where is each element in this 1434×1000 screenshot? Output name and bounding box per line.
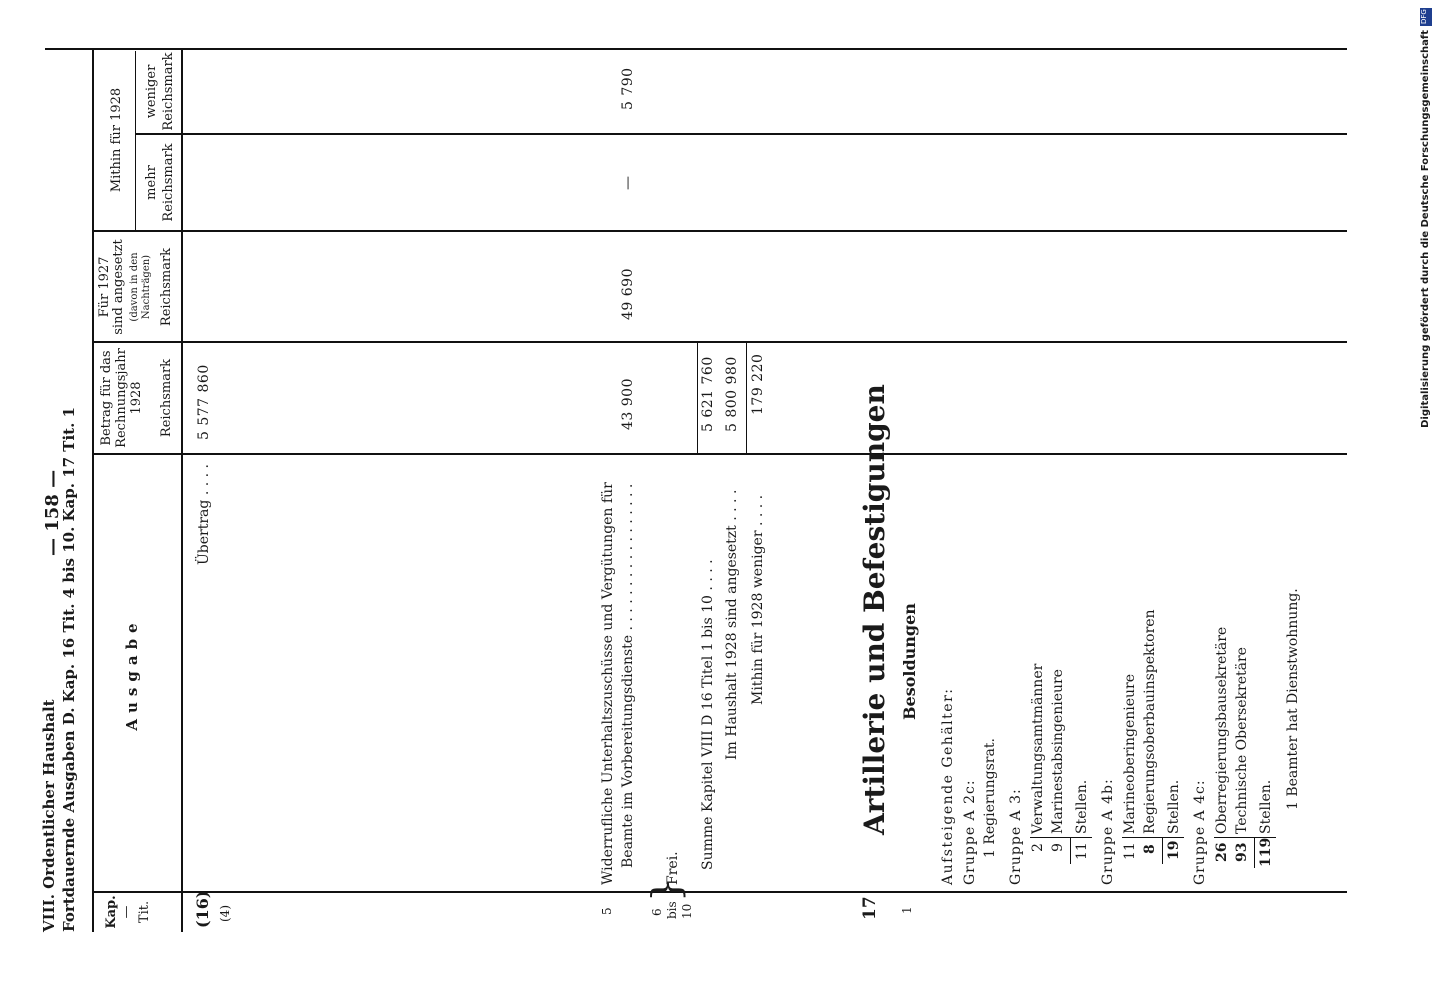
dfg-logo: DFG bbox=[1420, 8, 1432, 26]
col-line-1927 bbox=[92, 341, 1347, 343]
a4c-sum-text: Stellen. bbox=[1258, 779, 1274, 834]
header-weniger-unit: Reichsmark bbox=[161, 52, 176, 131]
gruppe-a4c: Gruppe A 4c: bbox=[1192, 779, 1208, 885]
mithin-weniger-betrag: 179 220 bbox=[750, 353, 766, 415]
kap-17-title: Artillerie und Befestigungen bbox=[858, 384, 891, 835]
header-1927-3: (davon in den bbox=[129, 252, 140, 322]
header-betrag-unit: Reichsmark bbox=[159, 358, 174, 438]
col-line-ausgabe bbox=[92, 891, 1347, 893]
a4b-sum-rule bbox=[1162, 838, 1163, 864]
mithin-sub-line bbox=[135, 51, 136, 231]
header-tit: Tit. bbox=[137, 900, 152, 924]
haushalt-rule bbox=[746, 343, 747, 455]
uebertrag-text: Übertrag . . . . bbox=[196, 464, 212, 565]
header-ausgabe: Ausgabe bbox=[123, 617, 141, 731]
col-line-weniger bbox=[135, 133, 1347, 135]
a4c-text-2: Technische Obersekretäre bbox=[1234, 647, 1250, 834]
tit-5-label: 5 bbox=[600, 907, 614, 915]
header-1927-4: Nachträgen) bbox=[141, 254, 152, 320]
kap-17-label: 17 bbox=[860, 896, 880, 920]
running-head-line2: Fortdauernde Ausgaben D. Kap. 16 Tit. 4 bis 10. Kap. 17 Tit. 1 bbox=[60, 407, 78, 932]
kap-16-label: (16) bbox=[193, 890, 212, 928]
header-1927-1: Für 1927 bbox=[97, 256, 112, 318]
header-kap-rule: — bbox=[119, 905, 134, 919]
tit-5-1927: 49 690 bbox=[620, 268, 636, 320]
header-1927-unit: Reichsmark bbox=[159, 247, 174, 327]
tit-10-label: 10 bbox=[680, 903, 694, 919]
header-kap: Kap. bbox=[104, 895, 119, 929]
a4c-sum-num: 119 bbox=[1258, 837, 1274, 867]
header-betrag-3: 1928 bbox=[129, 381, 144, 415]
tit-4-label: (4) bbox=[218, 905, 232, 922]
tit-5-betrag: 43 900 bbox=[620, 378, 636, 430]
gruppe-a3: Gruppe A 3: bbox=[1008, 788, 1024, 885]
tit-6-bis: bis bbox=[665, 901, 679, 919]
aufsteigende-text: Aufsteigende Gehälter: bbox=[940, 687, 956, 885]
a3-text-1: Verwaltungsamtmänner bbox=[1030, 663, 1046, 834]
a3-sum-text: Stellen. bbox=[1074, 779, 1090, 834]
a4b-text-2: Regierungsoberbauinspektoren bbox=[1142, 609, 1158, 834]
sum-left-rule bbox=[697, 454, 773, 455]
a3-num-2: 9 bbox=[1050, 843, 1066, 852]
tit-5-text-2: Beamte im Vorbereitungsdienste . . . . . . . . . . . . . . . . . bbox=[620, 483, 636, 868]
gruppe-a2c: Gruppe A 2c: bbox=[962, 779, 978, 885]
col-line-mehr bbox=[92, 230, 1347, 232]
a3-sum-num: 11 bbox=[1074, 842, 1090, 860]
running-head-line1: VIII. Ordentlicher Haushalt bbox=[40, 699, 58, 932]
a4b-text-1: Marineoberingenieure bbox=[1122, 673, 1138, 834]
frei-text: Frei. bbox=[665, 851, 681, 885]
a4c-sum-rule bbox=[1254, 838, 1255, 868]
gruppe-a4b: Gruppe A 4b: bbox=[1100, 778, 1116, 885]
dienstwohnung-text: 1 Beamter hat Dienstwohnung. bbox=[1285, 588, 1301, 810]
mithin-weniger-text: Mithin für 1928 weniger . . . . bbox=[750, 494, 766, 705]
tit-5-text-1: Widerrufliche Unterhaltszuschüsse und Vergütungen für bbox=[600, 482, 616, 885]
a3-sum-rule bbox=[1070, 838, 1071, 864]
tit-5-mehr: — bbox=[620, 175, 636, 190]
a3-num-1: 2 bbox=[1030, 843, 1046, 852]
summe-betrag: 5 621 760 bbox=[700, 356, 716, 432]
a3-text-2: Marinestabsingenieure bbox=[1050, 669, 1066, 834]
a4b-sum-num: 19 bbox=[1166, 840, 1182, 860]
tit-5-weniger: 5 790 bbox=[620, 67, 636, 110]
a4c-num-1: 26 bbox=[1214, 842, 1230, 862]
header-mehr-unit: Reichsmark bbox=[161, 143, 176, 222]
a4c-num-2: 93 bbox=[1234, 842, 1250, 862]
a4b-num-2: 8 bbox=[1142, 844, 1158, 854]
haushalt-text: Im Haushalt 1928 sind angesetzt . . . . bbox=[724, 489, 740, 760]
header-weniger: weniger bbox=[144, 64, 159, 119]
haushalt-betrag: 5 800 980 bbox=[724, 356, 740, 432]
a4c-bracket bbox=[1214, 837, 1276, 838]
a3-bracket bbox=[1030, 837, 1092, 838]
summe-top-rule bbox=[697, 343, 698, 455]
uebertrag-betrag: 5 577 860 bbox=[196, 364, 212, 440]
page-number: — 158 — bbox=[42, 469, 63, 556]
header-betrag-2: Rechnungsjahr bbox=[114, 348, 129, 448]
header-mithin: Mithin für 1928 bbox=[109, 87, 124, 193]
a4c-text-1: Oberregierungsbausekretäre bbox=[1214, 626, 1230, 834]
summe-text: Summe Kapitel VIII D 16 Titel 1 bis 10 . . . . bbox=[700, 559, 716, 870]
tit-1-label: 1 bbox=[900, 906, 914, 914]
tit-6-label: 6 bbox=[650, 908, 664, 916]
a4b-num-1: 11 bbox=[1122, 842, 1138, 860]
a4b-sum-text: Stellen. bbox=[1166, 779, 1182, 834]
besoldungen-heading: Besoldungen bbox=[900, 603, 919, 720]
header-bottom-line bbox=[181, 50, 183, 932]
header-1927-2: sind angesetzt bbox=[111, 239, 126, 335]
header-betrag-1: Betrag für das bbox=[99, 350, 114, 446]
header-mehr: mehr bbox=[144, 165, 159, 200]
a2c-line-1: 1 Regierungsrat. bbox=[982, 738, 998, 858]
a4b-bracket bbox=[1122, 837, 1184, 838]
side-stamp bbox=[1418, 8, 1434, 428]
table-top-line bbox=[92, 50, 94, 932]
brace: } bbox=[644, 877, 688, 902]
side-stamp-text: Digitalisierung gefördert durch die Deutsche Forschungsgemeinschaft bbox=[1420, 30, 1431, 428]
table-right-line bbox=[45, 48, 1347, 50]
